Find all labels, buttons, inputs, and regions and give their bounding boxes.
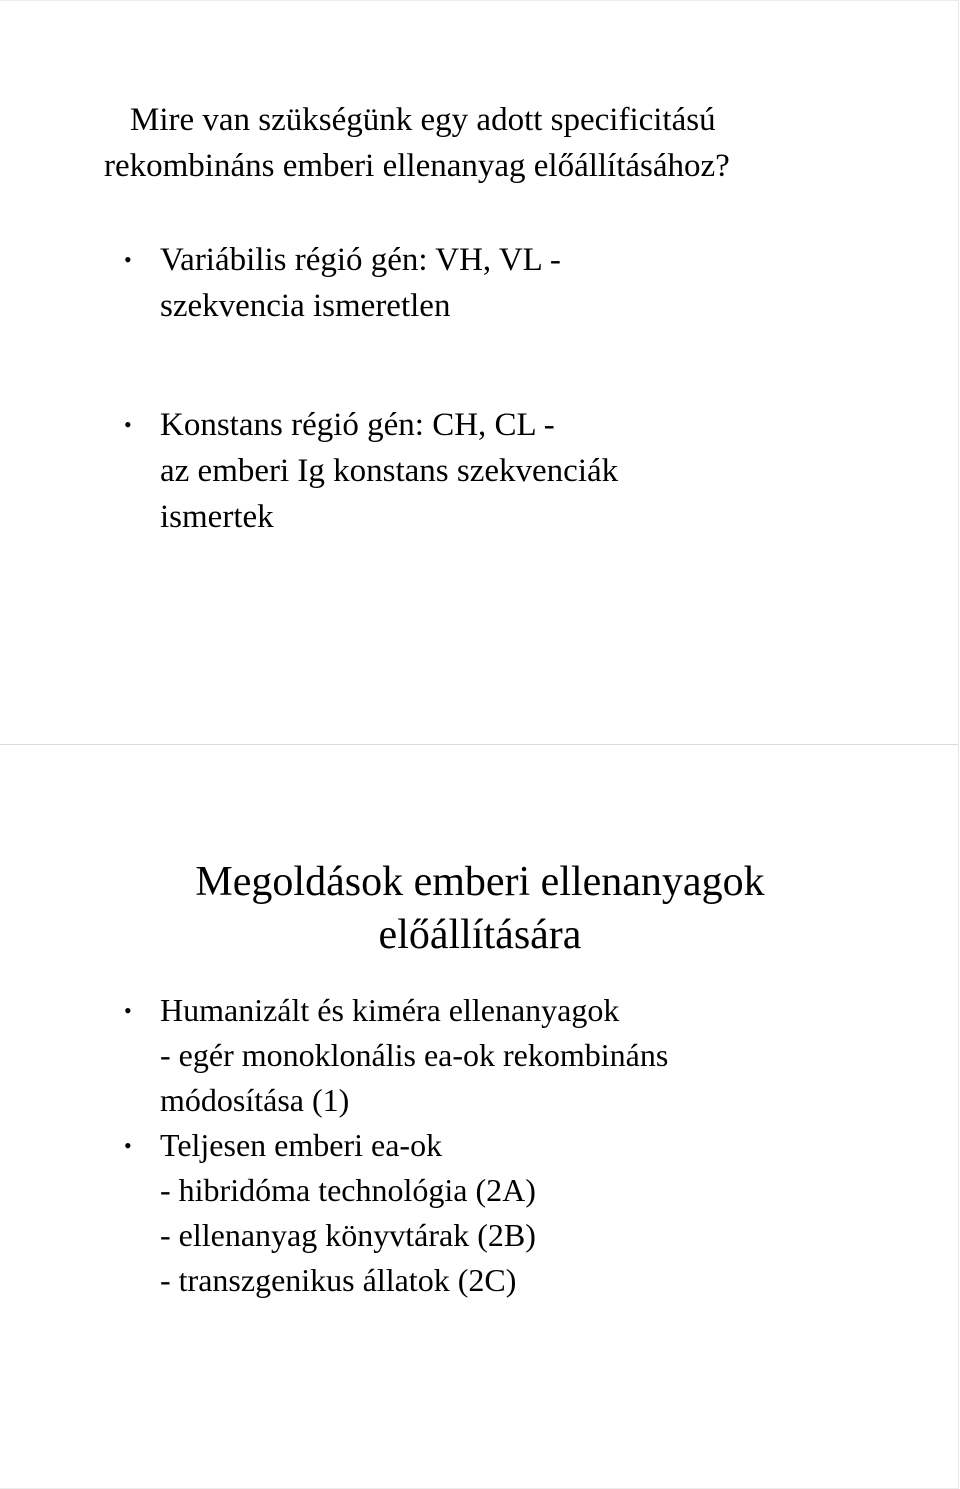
bullet-icon: •	[124, 1133, 132, 1158]
slide-2-title	[160, 856, 800, 962]
bullet-item	[124, 988, 668, 1123]
slide-1-bullet-list	[124, 237, 618, 540]
slide-1-title	[104, 97, 864, 189]
bullet-icon: •	[124, 998, 132, 1023]
bullet-line: - ellenanyag könyvtárak (2B)	[160, 1217, 536, 1253]
bullet-line: Konstans régió gén: CH, CL -	[160, 407, 555, 443]
bullet-line: - transzgenikus állatok (2C)	[160, 1262, 517, 1298]
bullet-line: - hibridóma technológia (2A)	[160, 1172, 536, 1208]
slide-1-title-line: rekombináns emberi ellenanyag előállításához?	[104, 148, 730, 184]
bullet-line: Variábilis régió gén: VH, VL -	[160, 242, 561, 278]
bullet-line: módosítása (1)	[160, 1082, 350, 1118]
slide-2-title-line: Megoldások emberi ellenanyagok	[195, 859, 765, 905]
bullet-item	[124, 402, 618, 540]
bullet-line: ismertek	[160, 499, 274, 535]
slide-1-title-line: Mire van szükségünk egy adott specificitású	[130, 102, 716, 138]
bullet-icon: •	[124, 247, 132, 272]
bullet-line: az emberi Ig konstans szekvenciák	[160, 453, 619, 489]
bullet-line: Teljesen emberi ea-ok	[160, 1127, 443, 1163]
slide-2-title-line: előállítására	[378, 912, 582, 958]
bullet-item	[124, 237, 618, 329]
bullet-item	[124, 1123, 668, 1303]
bullet-line: Humanizált és kiméra ellenanyagok	[160, 992, 620, 1028]
bullet-line: - egér monoklonális ea-ok rekombináns	[160, 1037, 669, 1073]
bullet-icon: •	[124, 412, 132, 437]
slide-2-bullet-list	[124, 988, 668, 1303]
bullet-line: szekvencia ismeretlen	[160, 288, 451, 324]
